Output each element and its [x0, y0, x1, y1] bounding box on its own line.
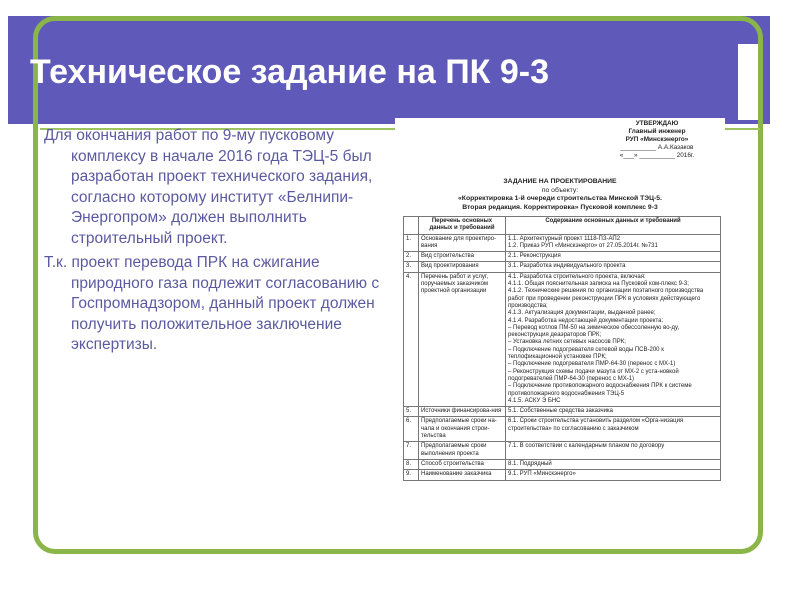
row-content-line: 9.1. РУП «Минскэнерго» — [508, 471, 576, 478]
table-row — [404, 459, 721, 469]
row-content-line: – Установка летних сетевых насосов ПРК; — [508, 339, 626, 346]
row-content-line: 1.2. Приказ РУП «Минскэнерго» от 27.05.2014г. №731 — [508, 242, 658, 249]
task-title: ЗАДАНИЕ НА ПРОЕКТИРОВАНИЕ — [503, 178, 617, 185]
table-header-row — [404, 217, 721, 235]
table-row — [404, 470, 721, 480]
row-content — [506, 252, 721, 262]
row-name: Наименование заказчика — [419, 470, 506, 480]
table-row — [404, 417, 721, 442]
approval-date: «___» __________ 2016г. — [619, 152, 695, 159]
table-row — [404, 272, 721, 406]
table-row — [404, 262, 721, 272]
row-number: 7. — [404, 442, 419, 460]
row-content — [506, 417, 721, 442]
document-scan — [395, 118, 725, 538]
row-number: 4. — [404, 272, 419, 406]
task-object-line1: «Корректировка 1-й очереди строительства Минской ТЭЦ-5. — [458, 195, 662, 202]
row-content — [506, 272, 721, 406]
row-number: 8. — [404, 459, 419, 469]
row-content-line: – Подключение подогревателя ПМР-64-30 (перенос с МХ-1) — [508, 361, 676, 368]
task-object-line2: Вторая редакция. Корректировка» Пусковой комплекс 9-3 — [462, 203, 658, 211]
table-row — [404, 407, 721, 417]
table-body — [404, 234, 721, 480]
paragraph-2: Т.к. проект перевода ПРК на сжигание природного газа подлежит согласованию с Госпромнадзором, данный проект должен получить положительное заключение экспертизы. — [44, 254, 380, 353]
row-content — [506, 234, 721, 252]
slide-body — [44, 126, 396, 360]
row-name: Перечень работ и услуг, поручаемых заказчиком проектной организации — [419, 272, 506, 406]
row-content-line: 4.1.3. Актуализация документации, выданной ранее; — [508, 310, 656, 317]
row-number: 3. — [404, 262, 419, 272]
row-name: Вид проектирования — [419, 262, 506, 272]
row-name: Основание для проектиро-вания — [419, 234, 506, 252]
table-row — [404, 442, 721, 460]
row-name: Предполагаемые сроки выполнения проекта — [419, 442, 506, 460]
row-content-line: 2.1. Реконструкция — [508, 253, 561, 260]
row-content-line: 5.1. Собственные средства заказчика — [508, 408, 614, 415]
row-content-line: 4.1.5. АСКУ Э БНС — [508, 397, 561, 404]
row-content-line: 8.1. Подрядный — [508, 460, 552, 467]
row-content — [506, 459, 721, 469]
approval-title: УТВЕРЖДАЮ — [635, 120, 679, 127]
row-content-line: – Перевод котлов ПМ-50 на зимическое обессоленную во-ду, реконструкция деаэраторов ПРК; — [508, 324, 680, 339]
row-number: 2. — [404, 252, 419, 262]
task-header — [395, 178, 725, 212]
row-content-line: 1.1. Архитектурный проект 1118-ПЗ-АП2 — [508, 235, 621, 242]
row-number: 1. — [404, 234, 419, 252]
row-name: Способ строительства — [419, 459, 506, 469]
row-content — [506, 470, 721, 480]
approval-org: РУП «Минскэнерго» — [625, 136, 689, 143]
header-content: Содержание основных данных и требований — [506, 217, 721, 235]
row-number: 6. — [404, 417, 419, 442]
row-content-line: 4.1.2. Технические решения по организации поэтапного производства работ при проведении реконструкции ПРК в условиях действующего производства; — [508, 288, 704, 309]
table-row — [404, 234, 721, 252]
row-content — [506, 262, 721, 272]
approval-position: Главный инженер — [628, 128, 686, 135]
row-content-line: 4.1.1. Общая пояснительная записка на Пусковой ком-плекс 9-3; — [508, 281, 689, 288]
slide-title: Техническое задание на ПК 9-3 — [30, 53, 549, 91]
row-content-line: 4.1.4. Разработка недостающей документации проекта: — [508, 317, 664, 324]
task-subtitle: по объекту: — [541, 186, 579, 194]
row-name: Предполагаемые сроки на-чала и окончания строи-тельства — [419, 417, 506, 442]
approval-block — [597, 120, 717, 160]
approval-sign: __________ А.А.Казаков — [620, 144, 694, 151]
row-content — [506, 442, 721, 460]
header-num — [404, 217, 419, 235]
requirements-table — [403, 216, 721, 481]
row-number: 9. — [404, 470, 419, 480]
header-name: Перечень основных данных и требований — [419, 217, 506, 235]
row-content-line: 6.1. Сроки строительства установить разделом «Орга-низация строительства» по согласованию с заказчиком — [508, 418, 684, 432]
paragraph-1: Для окончания работ по 9-му пусковому комплексу в начале 2016 года ТЭЦ-5 был разработан проект технического задания, согласно которому институт «Белнипи-Энергопром» должен выполнить строительный проект. — [44, 127, 373, 247]
row-content-line: 3.1. Разработка индивидуального проекта — [508, 263, 626, 270]
row-number: 5. — [404, 407, 419, 417]
row-content-line: – Реконструкция схемы подачи мазута от МХ-2 с уста-новкой подогревателей ПМР-64-30 (перенос с МХ-1) — [508, 368, 679, 382]
row-content — [506, 407, 721, 417]
row-name: Вид строительства — [419, 252, 506, 262]
row-content-line: 7.1. В соответствии с календарным планом по договору — [508, 443, 665, 450]
table-row — [404, 252, 721, 262]
row-content-line: 4.1. Разработка строительного проекта, включая: — [508, 273, 646, 280]
row-content-line: – Подключение противопожарного водоснабжения ПРК к системе противопожарного водоснабжения ТЭЦ-5 — [508, 383, 692, 397]
row-name: Источники финансирова-ния — [419, 407, 506, 417]
row-content-line: – Подключение подогревателя сетевой воды ПСВ-200 к теплофикационной установке ПРК; — [508, 346, 664, 361]
